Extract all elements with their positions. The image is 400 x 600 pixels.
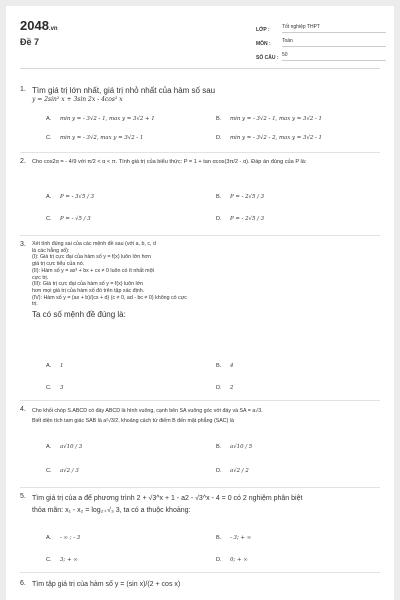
- question-divider: [20, 400, 380, 401]
- question-2: [20, 158, 378, 230]
- logo-suffix: .vn: [48, 26, 58, 32]
- option-letter: D.: [216, 135, 222, 141]
- stem-line: Tìm giá trị của a để phương trình 2 + √3^x + 1 - a2 - √3^x - 4 = 0 có 2 nghiệm phân biệt: [32, 495, 303, 502]
- option-text: a√10 / 3: [60, 444, 83, 450]
- option-text: a√10 / 5: [230, 444, 253, 450]
- option-c[interactable]: [46, 385, 63, 391]
- question-stem: [32, 493, 378, 517]
- option-d[interactable]: [216, 468, 249, 474]
- option-text: 3; + ∞: [60, 557, 78, 563]
- exam-code: Đề 7: [20, 37, 40, 47]
- meta-label: MÔN :: [256, 41, 271, 47]
- stem-line: Xét tính đúng sai của các mệnh đề sau (với a, b, c, d: [32, 241, 156, 247]
- stem-line: cực trị.: [32, 274, 49, 281]
- stem-line: thỏa mãn: x₁ - x₂ = log₂₊√₃ 3, ta có a thuộc khoảng:: [32, 507, 191, 514]
- option-d[interactable]: [216, 135, 322, 141]
- meta-label: LỚP :: [256, 27, 270, 33]
- option-letter: C.: [46, 468, 52, 474]
- question-number: 5.: [20, 493, 26, 500]
- meta-value: Toán: [282, 38, 386, 47]
- question-divider: [20, 487, 380, 488]
- stem-line: (IV): Hàm số y = (ax + b)/(cx + d) (c ≠ 0, ad - bc ≠ 0) không có cực: [32, 294, 187, 301]
- question-stem: [32, 406, 378, 426]
- option-b[interactable]: [216, 363, 233, 369]
- option-a[interactable]: [46, 363, 63, 369]
- meta-label: SỐ CÂU :: [256, 55, 279, 61]
- option-d[interactable]: [216, 557, 248, 563]
- option-c[interactable]: [46, 135, 143, 141]
- option-b[interactable]: [216, 194, 264, 200]
- question-stem: Tìm tập giá trị của hàm số y = (sin x)/(2 + cos x): [32, 581, 181, 588]
- option-text: 0; + ∞: [230, 557, 248, 563]
- option-letter: C.: [46, 385, 52, 391]
- meta-row-subject: [256, 33, 386, 47]
- option-a[interactable]: [46, 194, 94, 200]
- question-1: [20, 86, 378, 146]
- option-b[interactable]: [216, 444, 252, 450]
- option-c[interactable]: [46, 216, 91, 222]
- exam-sheet: [6, 6, 394, 600]
- meta-value: 50: [282, 52, 386, 61]
- question-5: [20, 493, 378, 569]
- option-text: P = - 3√5 / 3: [60, 194, 95, 200]
- stem-line: Biết diện tích tam giác SAB là a²√3/2, khoảng cách từ điểm B đến mặt phẳng (SAC) là: [32, 418, 234, 424]
- question-stem: [32, 241, 257, 308]
- question-stem: Tìm giá trị lớn nhất, giá trị nhỏ nhất của hàm số sau: [32, 86, 216, 95]
- option-letter: A.: [46, 535, 52, 541]
- option-letter: B.: [216, 363, 222, 369]
- option-letter: B.: [216, 116, 222, 122]
- option-text: 3: [60, 385, 64, 391]
- option-text: min y = - 3√2 - 1, max y = 3√2 - 1: [230, 116, 322, 122]
- option-letter: B.: [216, 194, 222, 200]
- option-text: min y = - 3√2 - 2, max y = 3√2 - 1: [230, 135, 322, 141]
- brand-logo[interactable]: [20, 18, 58, 33]
- option-text: P = - 2√5 / 3: [230, 194, 265, 200]
- option-d[interactable]: [216, 216, 264, 222]
- option-c[interactable]: [46, 557, 78, 563]
- option-a[interactable]: [46, 444, 82, 450]
- option-letter: A.: [46, 116, 52, 122]
- option-letter: D.: [216, 557, 222, 563]
- question-divider: [20, 152, 380, 153]
- question-divider: [20, 572, 380, 573]
- option-text: P = - √5 / 3: [60, 216, 91, 222]
- question-number: 3.: [20, 241, 26, 248]
- question-number: 4.: [20, 406, 26, 413]
- stem-line: hơn mọi giá trị của hàm số đó trên tập xác định.: [32, 287, 145, 294]
- header-divider: [20, 68, 380, 69]
- option-letter: B.: [216, 535, 222, 541]
- option-letter: A.: [46, 363, 52, 369]
- option-text: min y = - 3√2, max y = 3√2 - 1: [60, 135, 144, 141]
- option-text: - ∞ ; - 3: [60, 535, 81, 541]
- stem-line: (III): Giá trị cực đại của hàm số y = f(x) luôn lớn: [32, 281, 144, 288]
- option-letter: D.: [216, 468, 222, 474]
- meta-row-count: [256, 47, 386, 61]
- option-text: 1: [60, 363, 64, 369]
- option-a[interactable]: [46, 116, 155, 122]
- option-letter: A.: [46, 444, 52, 450]
- option-d[interactable]: [216, 385, 233, 391]
- question-prompt: Ta có số mệnh đề đúng là:: [32, 310, 126, 320]
- question-number: 6.: [20, 580, 26, 587]
- option-letter: C.: [46, 135, 52, 141]
- option-letter: D.: [216, 216, 222, 222]
- meta-row-class: [256, 19, 386, 33]
- stem-line: trị.: [32, 301, 38, 308]
- option-letter: D.: [216, 385, 222, 391]
- meta-value: Tốt nghiệp THPT: [282, 24, 386, 33]
- option-text: 4: [230, 363, 234, 369]
- question-3: [20, 241, 378, 401]
- question-stem: Cho cos2α = - 4/9 với π/2 < α < π. Tính giá trị của biểu thức: P = 1 + tan αcos(3π/2 - α). Đáp án đúng của P là:: [32, 159, 307, 165]
- question-4: [20, 406, 378, 482]
- question-divider: [20, 235, 380, 236]
- option-b[interactable]: [216, 116, 322, 122]
- stem-line: là các hằng số):: [32, 247, 70, 254]
- option-a[interactable]: [46, 535, 80, 541]
- question-number: 2.: [20, 158, 26, 165]
- question-number: 1.: [20, 86, 26, 93]
- option-text: - 3; + ∞: [230, 535, 252, 541]
- stem-line: giá trị cực tiểu của nó.: [32, 261, 85, 268]
- option-text: a√2 / 2: [230, 468, 249, 474]
- option-letter: C.: [46, 557, 52, 563]
- exam-meta: [256, 19, 386, 61]
- option-b[interactable]: [216, 535, 251, 541]
- option-text: min y = - 3√2 - 1, max y = 3√2 + 1: [60, 116, 155, 122]
- option-text: 2: [230, 385, 234, 391]
- question-formula: y = 2sin² x + 3sin 2x - 4cos² x: [32, 96, 123, 103]
- stem-line: (I): Giá trị cực đại của hàm số y = f(x) luôn lớn hơn: [32, 254, 151, 261]
- option-letter: A.: [46, 194, 52, 200]
- option-letter: C.: [46, 216, 52, 222]
- stem-line: (II): Hàm số y = ax³ + bx + cx ≠ 0 luôn có ít nhất một: [32, 267, 154, 274]
- logo-text: 2048: [20, 18, 49, 33]
- option-c[interactable]: [46, 468, 79, 474]
- question-6: [20, 580, 378, 594]
- stem-line: Cho khối chóp S.ABCD có đáy ABCD là hình vuông, cạnh bên SA vuông góc với đáy và SA = a√3.: [32, 408, 263, 414]
- option-text: a√2 / 3: [60, 468, 79, 474]
- option-text: P = - 2√5 / 3: [230, 216, 265, 222]
- option-letter: B.: [216, 444, 222, 450]
